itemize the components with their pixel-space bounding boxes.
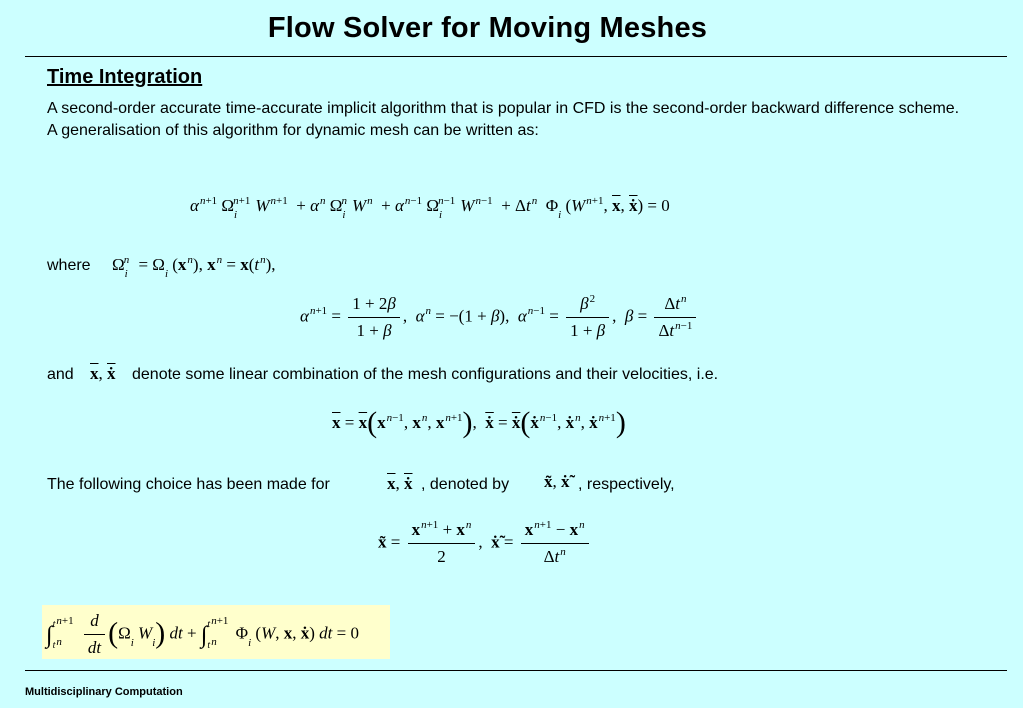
choice-mid: , denoted by <box>421 476 510 493</box>
choice-xbar-symbols: $\overline{x}$, $\overline{ẋ}$ <box>387 474 413 493</box>
linear-combination-equation: $\overline{x} = \overline{x}(x^{n-1}$, $x^n$, $x^{n+1}$), $\overline{ẋ}$ = $\overline{ẋ}(ẋ^{n-1}$, ẋ$^n$, ẋ$^{n+1}$) <box>332 406 626 439</box>
bdf-equation: $\alpha^{n+1}$ $\Omega_i^{n+1}$ $W^{n+1} + \alpha^n$ $\Omega_i^n$ $W^n + \alpha^{n-1}$ $\Omega_i^{n-1}$ $W^{n-1} + \Delta t^n$ $\Phi_i$ ($W^{n+1}$, $\overline{x}$, $\overline{ẋ}) = 0$ <box>190 195 670 222</box>
where-equation: $\Omega_i^n = \Omega_i$ $(x^n)$, $x^n = x(t^n)$, <box>112 254 276 281</box>
intro-paragraph <box>47 98 967 142</box>
where-label: where <box>47 257 91 274</box>
footer-label: Multidisciplinary Computation <box>25 686 183 698</box>
tilde-definition-equation: x̃ = $\frac{x^{n+1} + x^n}{2}$ , ẋ̃ = $\frac{x^{n+1} - x^n}{\Delta t^n}$ <box>378 520 592 567</box>
choice-prefix: The following choice has been made for <box>47 476 330 493</box>
choice-suffix: , respectively, <box>578 476 675 493</box>
section-heading: Time Integration <box>47 66 203 88</box>
paragraph-2: A generalisation of this algorithm for dynamic mesh can be written as: <box>47 122 539 139</box>
paragraph-1: A second-order accurate time-accurate implicit algorithm that is popular in CFD is the second-order backward difference scheme. <box>47 100 960 117</box>
page-title: Flow Solver for Moving Meshes <box>267 12 708 44</box>
alpha-coefficients: $\alpha^{n+1}$ = $\frac{1 + 2\beta}{1 + \beta}$ , $\alpha^n = -(1 + \beta)$, $\alpha^{n-1}$ = $\frac{\beta^2}{1 + \beta}$ , β = $\frac{\Delta t^n}{\Delta t^{n-1}}$ <box>300 294 699 341</box>
footer-divider <box>25 670 1007 671</box>
choice-xtilde-symbols: x̃, ẋ̃ <box>544 472 570 491</box>
title-divider <box>25 56 1007 57</box>
and-description: denote some linear combination of the mesh configurations and their velocities, i.e. <box>132 366 719 383</box>
integral-equation: $\int t^{n+1}$ $t^n$ $\frac{d}{dt}$ ($\Omega_i$ $W_i$) dt + $\int t^{n+1}$ $t^n$ $\Phi_i$ (W, x, ẋ) dt = 0 <box>46 611 359 657</box>
xbar-symbols: $\overline{x}$, $\overline{ẋ}$ <box>90 364 116 383</box>
and-label: and <box>47 366 74 383</box>
